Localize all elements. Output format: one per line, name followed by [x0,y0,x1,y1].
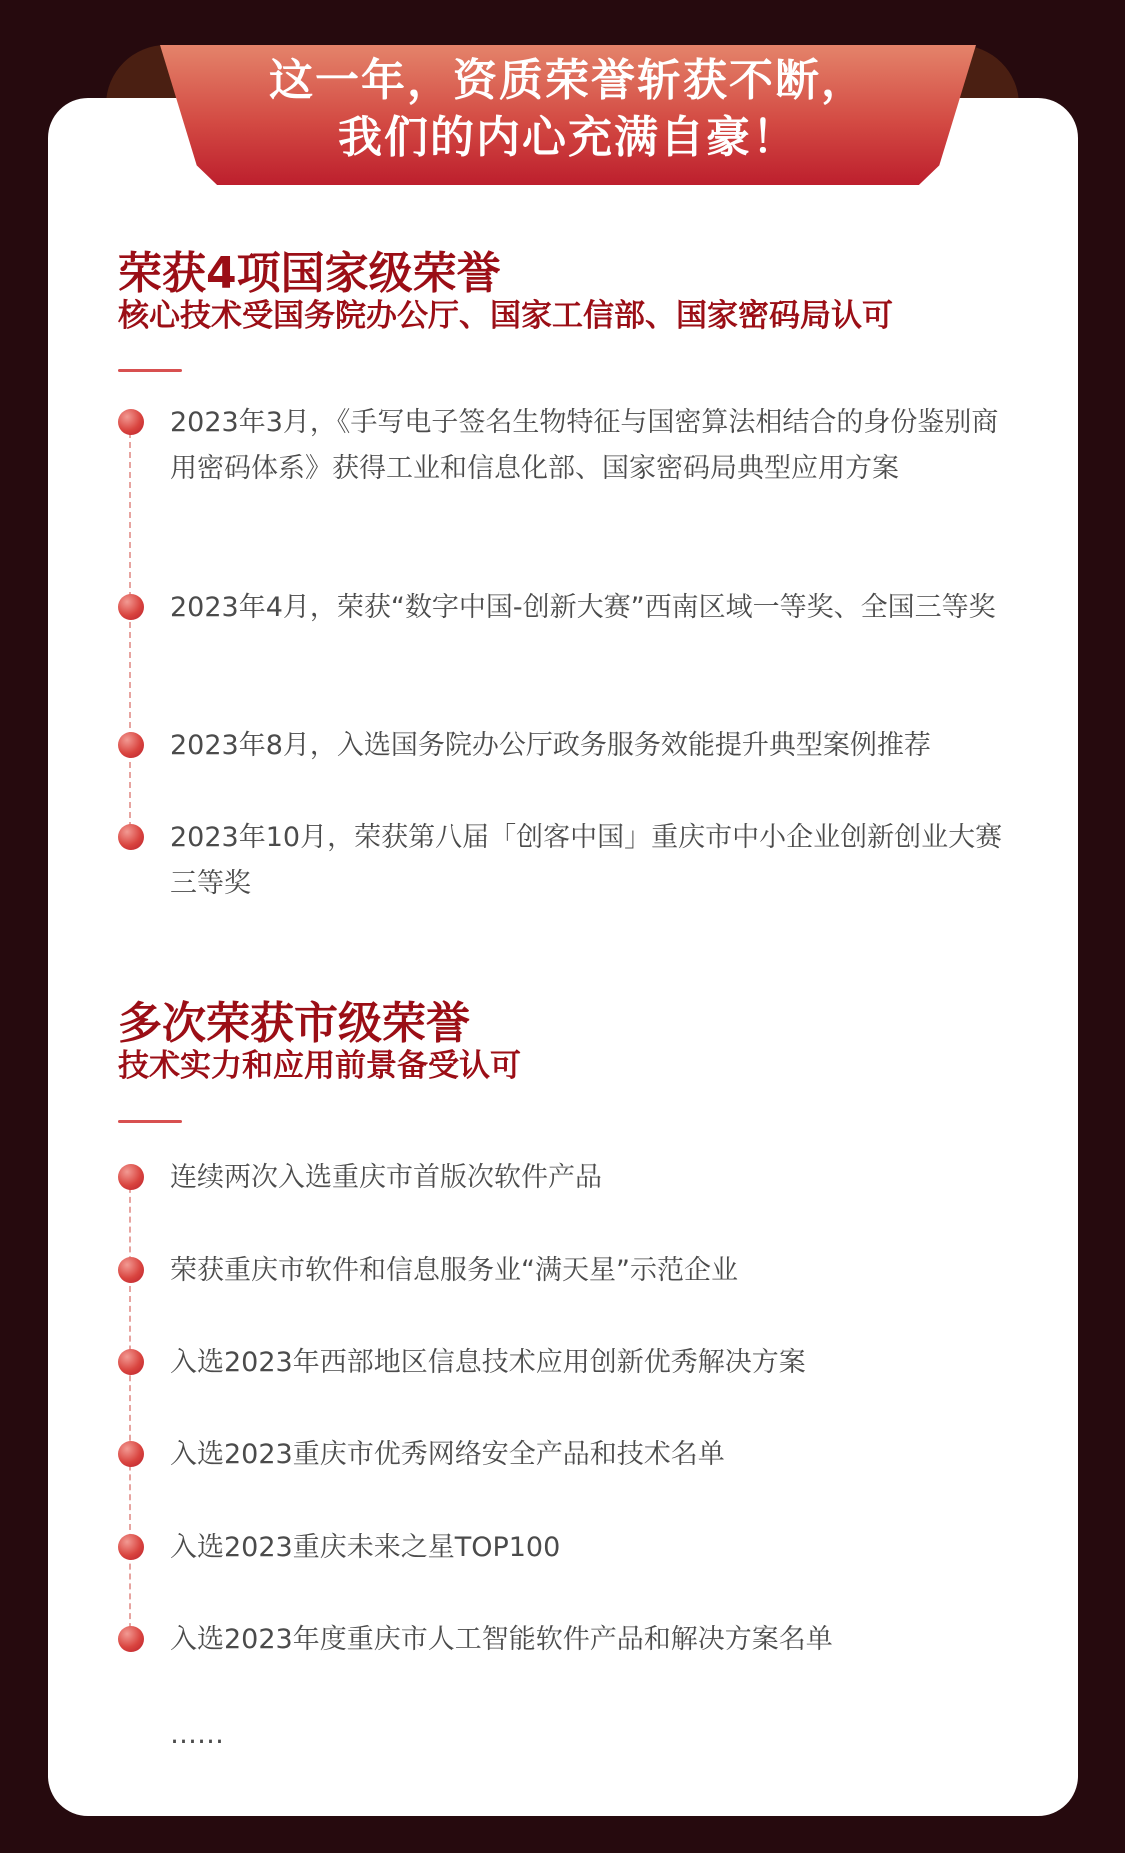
section-1-item [170,400,1010,492]
section-2-item [170,1432,1010,1478]
section-1-item [170,815,1010,907]
bullet-dot-icon [118,1441,144,1467]
section-2-item-text: 入选2023年西部地区信息技术应用创新优秀解决方案 [170,1347,806,1378]
section-2-item [170,1248,1010,1294]
section-1-subtitle: 核心技术受国务院办公厅、国家工信部、国家密码局认可 [118,298,893,334]
more-ellipsis: …… [170,1719,224,1750]
section-2-item-text: 入选2023重庆市优秀网络安全产品和技术名单 [170,1439,725,1470]
section-2-item [170,1525,1010,1571]
section-2-item-text: 入选2023年度重庆市人工智能软件产品和解决方案名单 [170,1624,833,1655]
banner-title-line-2: 我们的内心充满自豪！ [338,112,798,163]
bullet-dot-icon [118,1257,144,1283]
bullet-dot-icon [118,1349,144,1375]
section-1-item-text: 2023年10月，荣获第八届「创客中国」重庆市中小企业创新创业大赛三等奖 [170,822,1003,899]
section-1-item [170,585,1010,631]
section-1-divider [118,369,182,372]
section-2-item [170,1155,1010,1201]
section-2-item [170,1617,1010,1663]
bullet-dot-icon [118,1534,144,1560]
bullet-dot-icon [118,594,144,620]
bullet-dot-icon [118,409,144,435]
section-2-item [170,1340,1010,1386]
section-2-timeline [129,1177,131,1639]
bullet-dot-icon [118,1164,144,1190]
section-2-item-text: 连续两次入选重庆市首版次软件产品 [170,1162,602,1193]
section-1-item-text: 2023年8月，入选国务院办公厅政务服务效能提升典型案例推荐 [170,730,931,761]
section-1-item-text: 2023年3月，《手写电子签名生物特征与国密算法相结合的身份鉴别商用密码体系》获得工业和信息化部、国家密码局典型应用方案 [170,407,999,484]
banner-title-line-1: 这一年，资质荣誉斩获不断， [269,55,867,106]
section-1-item [170,723,1010,769]
section-2-subtitle: 技术实力和应用前景备受认可 [118,1048,521,1084]
section-2-divider [118,1120,182,1123]
section-1-title: 荣获4项国家级荣誉 [118,248,501,299]
banner-title [160,52,976,166]
bullet-dot-icon [118,824,144,850]
bullet-dot-icon [118,1626,144,1652]
section-2-item-text: 荣获重庆市软件和信息服务业“满天星”示范企业 [170,1255,738,1286]
section-1-item-text: 2023年4月，荣获“数字中国-创新大赛”西南区域一等奖、全国三等奖 [170,592,996,623]
section-2-item-text: 入选2023重庆未来之星TOP100 [170,1532,561,1563]
section-2-title: 多次荣获市级荣誉 [118,998,470,1049]
bullet-dot-icon [118,732,144,758]
section-1-timeline [129,422,131,838]
